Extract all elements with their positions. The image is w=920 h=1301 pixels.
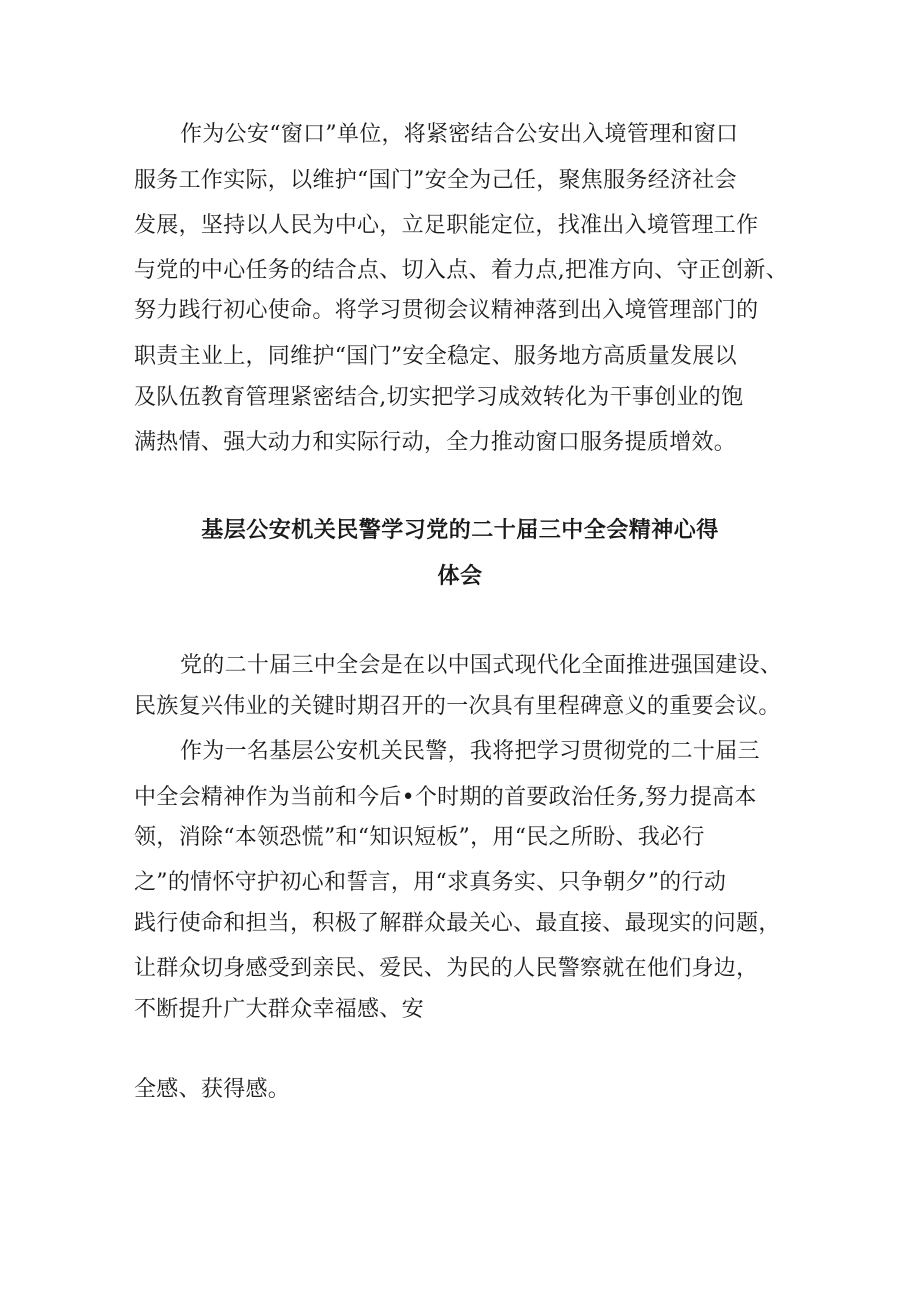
paragraph-1-line-7: 及队伍教育管理紧密结合,切实把学习成效转化为干事创业的饱 xyxy=(134,385,744,410)
paragraph-3-line-1: 作为一名基层公安机关民警，我将把学习贯彻党的二十届三 xyxy=(180,739,760,764)
paragraph-3-line-7: 不断提升广大群众幸福感、安 xyxy=(134,997,424,1022)
paragraph-1-line-4: 与党的中心任务的结合点、切入点、着力点,把准方向、守正创新、 xyxy=(134,258,788,283)
paragraph-1-line-3: 发展，坚持以人民为中心，立足职能定位，找准出入境管理工作 xyxy=(134,213,759,238)
paragraph-3-line-3: 领，消除“本领恐慌”和“知识短板”，用“民之所盼、我必行 xyxy=(134,825,705,850)
section-title-line-1: 基层公安机关民警学习党的二十届三中全会精神心得 xyxy=(201,518,719,543)
paragraph-1-line-8: 满热情、强大动力和实际行动，全力推动窗口服务提质增效。 xyxy=(134,430,737,455)
paragraph-3-line-6: 让群众切身感受到亲民、爱民、为民的人民警察就在他们身边， xyxy=(134,956,759,981)
paragraph-2-line-1: 党的二十届三中全会是在以中国式现代化全面推进强国建设、 xyxy=(180,653,783,678)
paragraph-3-line-2: 中全会精神作为当前和今后•个时期的首要政治任务,努力提高本 xyxy=(134,785,757,810)
paragraph-3-line-4: 之”的情怀守护初心和誓言，用“求真务实、只争朝夕”的行动 xyxy=(134,870,727,895)
paragraph-1-line-2: 服务工作实际，以维护“国门”安全为己任，聚焦服务经济社会 xyxy=(134,168,737,193)
paragraph-1-line-6: 职责主业上，同维护“国门”安全稳定、服务地方高质量发展以 xyxy=(134,344,737,369)
paragraph-4-line-1: 全感、获得感。 xyxy=(134,1077,291,1102)
section-title-line-2: 体会 xyxy=(437,564,483,589)
paragraph-2-line-2: 民族复兴伟业的关键时期召开的一次具有里程碑意义的重要会议。 xyxy=(134,694,781,719)
paragraph-3-line-5: 践行使命和担当，积极了解群众最关心、最直接、最现实的问题， xyxy=(134,911,781,936)
paragraph-1-line-1: 作为公安“窗口”单位，将紧密结合公安出入境管理和窗口 xyxy=(180,122,739,147)
paragraph-1-line-5: 努力践行初心使命。将学习贯彻会议精神落到出入境管理部门的 xyxy=(134,298,759,323)
